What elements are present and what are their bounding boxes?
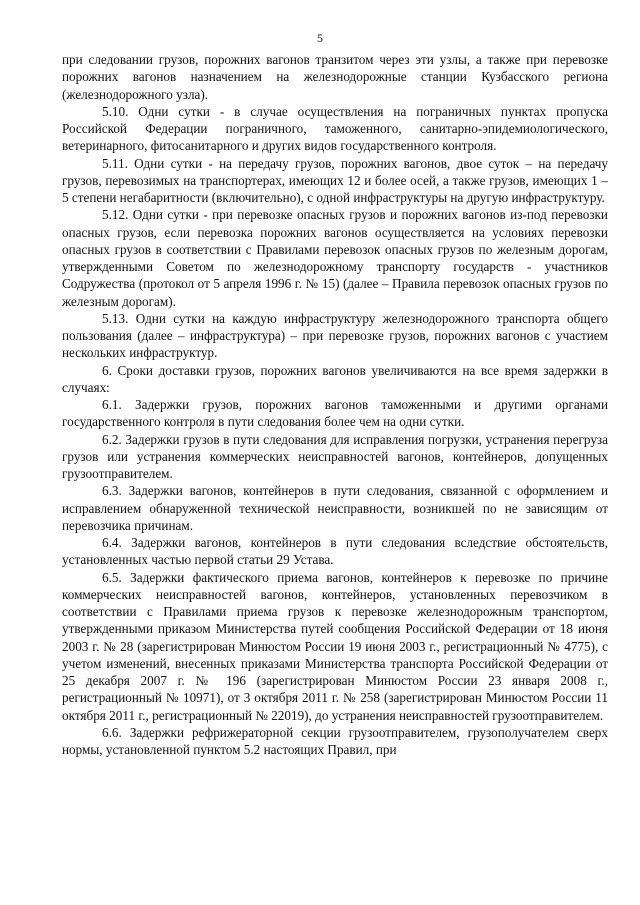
paragraph-5-11: 5.11. Одни сутки - на передачу грузов, порожних вагонов, двое суток – на передачу грузов, перевозимых на транспортерах, имеющих 12 и более осей, а также грузов, имеющих 1 – 5 степени негабаритности (включительно), с одной инфраструктуры на другую инфраструктуру. bbox=[62, 155, 608, 205]
page-number: 5 bbox=[317, 31, 323, 45]
paragraph-6: 6. Сроки доставки грузов, порожних вагонов увеличиваются на все время задержки в случаях: bbox=[62, 362, 608, 395]
paragraph-continuation: при следовании грузов, порожних вагонов транзитом через эти узлы, а также при перевозке порожних вагонов назначением на железнодорожные станции Кузбасского региона (железнодорожного узла). bbox=[62, 52, 608, 102]
paragraph-5-13: 5.13. Одни сутки на каждую инфраструктуру железнодорожного транспорта общего пользования (далее – инфраструктура) – при перевозке грузов, порожних вагонов с участием нескольких инфраструктур. bbox=[62, 310, 608, 361]
paragraph-6-6: 6.6. Задержки рефрижераторной секции грузоотправителем, грузополучателем сверх нормы, установленной пунктом 5.2 настоящих Правил, при bbox=[62, 724, 608, 757]
page-body bbox=[62, 51, 608, 758]
paragraph-6-1: 6.1. Задержки грузов, порожних вагонов таможенными и другими органами государственного контроля в пути следования более чем на одни сутки. bbox=[62, 397, 608, 430]
paragraph-6-5: 6.5. Задержки фактического приема вагонов, контейнеров к перевозке по причине коммерческих неисправностей вагонов, контейнеров, установленных перевозчиком в соответствии с Правилами приема грузов к перевозке железнодорожным транспортом, утвержденными приказом Министерства путей сообщения Российской Федерации от 18 июня 2003 г. № 28 (зарегистрирован Минюстом России 19 июня 2003 г., регистрационный № 4775), с учетом изменений, внесенных приказами Министерства транспорта Российской Федерации от 25 декабря 2007 г. № 196 (зарегистрирован Минюстом России 23 января 2008 г., регистрационный № 10971), от 3 октября 2011 г. № 258 (зарегистрирован Минюстом России 11 октября 2011 г., регистрационный № 22019), до устранения неисправностей грузоотправителем. bbox=[62, 569, 608, 723]
paragraph-6-4: 6.4. Задержки вагонов, контейнеров в пути следования вследствие обстоятельств, установленных частью первой статьи 29 Устава. bbox=[62, 535, 608, 568]
paragraph-6-2: 6.2. Задержки грузов в пути следования для исправления погрузки, устранения перегруза грузов или устранения коммерческих неисправностей вагонов, контейнеров, допущенных грузоотправителем. bbox=[62, 431, 608, 481]
paragraph-5-12: 5.12. Одни сутки - при перевозке опасных грузов и порожних вагонов из-под перевозки опасных грузов, если перевозка порожних вагонов осуществляется на условиях перевозки опасных грузов в соответствии с Правилами перевозок опасных грузов по железным дорогам, утвержденными Советом по железнодорожному транспорту государств - участников Содружества (протокол от 5 апреля 1996 г. № 15) (далее – Правила перевозок опасных грузов по железным дорогам). bbox=[62, 207, 608, 309]
paragraph-6-3: 6.3. Задержки вагонов, контейнеров в пути следования, связанной с оформлением и исправлением обнаруженной технической неисправности, возникшей по не зависящим от перевозчика причинам. bbox=[62, 483, 608, 533]
paragraph-5-10: 5.10. Одни сутки - в случае осуществления на пограничных пунктах пропуска Российской Федерации пограничного, таможенного, санитарно-эпидемиологического, ветеринарного, фитосанитарного и других видов государственного контроля. bbox=[62, 103, 608, 154]
